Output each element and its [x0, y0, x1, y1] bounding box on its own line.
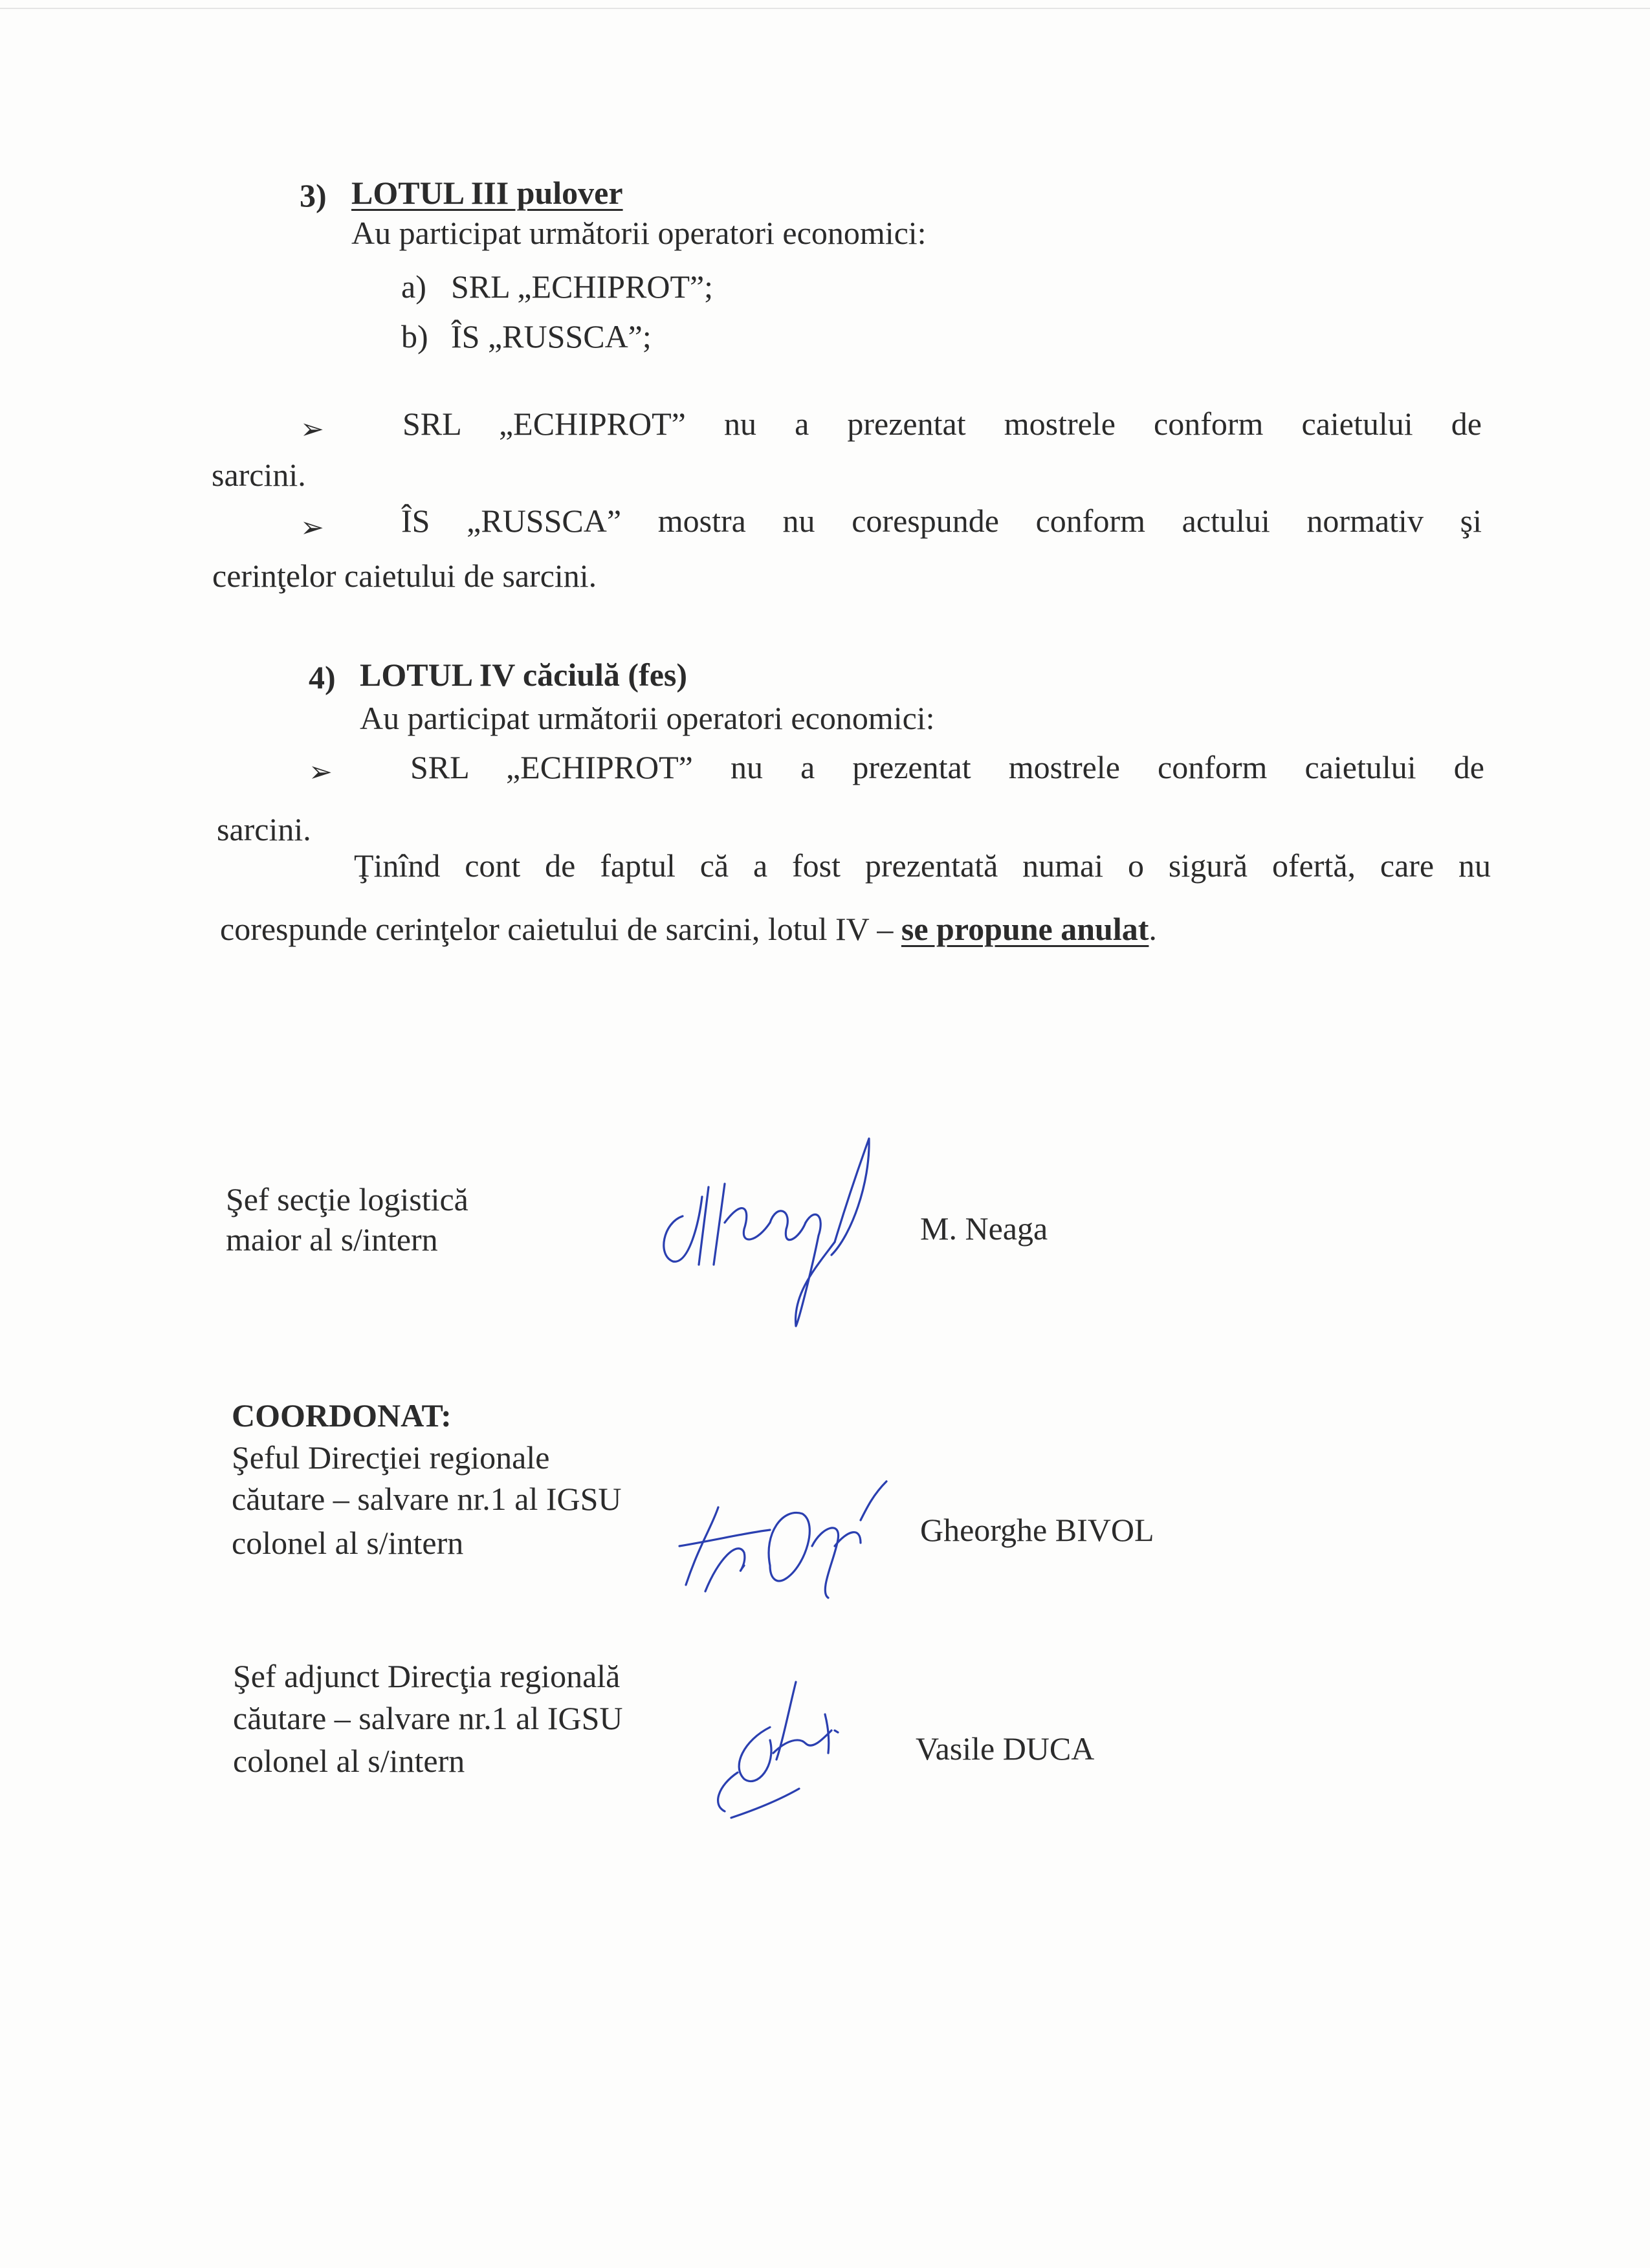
- lot4-intro: Au participat următorii operatori economici:: [360, 700, 935, 736]
- signatory2-role-line1: Şeful Direcţiei regionale: [232, 1439, 550, 1476]
- signature-bivol: [673, 1468, 906, 1611]
- signatory1-name: M. Neaga: [920, 1210, 1048, 1247]
- lot3-intro: Au participat următorii operatori economici:: [351, 215, 927, 251]
- lot4-conclusion-line2: [220, 910, 1157, 948]
- lot4-bullet1-line2: sarcini.: [217, 811, 311, 847]
- signatory2-name: Gheorghe BIVOL: [920, 1512, 1154, 1548]
- signature-neaga: [637, 1126, 896, 1346]
- lot3-list-item-b: ÎS „RUSSCA”;: [451, 318, 652, 354]
- conclusion-emphasis: se propune anulat: [901, 911, 1149, 947]
- signatory3-name: Vasile DUCA: [916, 1730, 1095, 1767]
- signatory2-role-line3: colonel al s/intern: [232, 1525, 464, 1561]
- signatory1-role-line2: maior al s/intern: [226, 1221, 438, 1258]
- lot3-bullet1-line1: SRL „ECHIPROT” nu a prezentat mostrele conform caietului de: [402, 406, 1482, 442]
- signatory2-role-line2: căutare – salvare nr.1 al IGSU: [232, 1481, 622, 1517]
- lot3-list-marker-a: a): [401, 268, 426, 305]
- conclusion-end: .: [1149, 911, 1157, 947]
- signatory3-role-line3: colonel al s/intern: [233, 1743, 465, 1779]
- bullet-arrow-icon: ➢: [300, 413, 324, 445]
- lot3-list-marker-b: b): [401, 318, 428, 354]
- signature-duca: [692, 1669, 861, 1831]
- lot4-heading-title: LOTUL IV căciulă (fes): [360, 657, 688, 693]
- bullet-arrow-icon: ➢: [309, 756, 333, 788]
- signatory3-role-line2: căutare – salvare nr.1 al IGSU: [233, 1700, 623, 1736]
- signatory3-role-line1: Şef adjunct Direcţia regională: [233, 1658, 621, 1694]
- lot3-list-item-a: SRL „ECHIPROT”;: [451, 268, 714, 305]
- lot3-heading-number: 3): [300, 177, 327, 213]
- signatory1-role-line1: Şef secţie logistică: [226, 1181, 468, 1217]
- bullet-arrow-icon: ➢: [300, 512, 324, 543]
- scan-edge: [0, 8, 1650, 9]
- lot3-bullet2-line1: ÎS „RUSSCA” mostra nu corespunde conform actului normativ şi: [401, 503, 1482, 539]
- lot3-bullet1-line2: sarcini.: [212, 457, 306, 493]
- lot4-bullet1-line1: SRL „ECHIPROT” nu a prezentat mostrele conform caietului de: [410, 749, 1484, 785]
- lot3-heading-title: LOTUL III pulover: [351, 175, 623, 211]
- coordonat-label: COORDONAT:: [232, 1397, 452, 1434]
- lot4-heading-number: 4): [309, 659, 336, 695]
- lot3-bullet2-line2: cerinţelor caietului de sarcini.: [212, 558, 597, 594]
- conclusion-text: corespunde cerinţelor caietului de sarcini, lotul IV –: [220, 911, 901, 947]
- lot4-conclusion-line1: Ţinînd cont de faptul că a fost prezentată numai o sigură ofertă, care nu: [354, 847, 1491, 884]
